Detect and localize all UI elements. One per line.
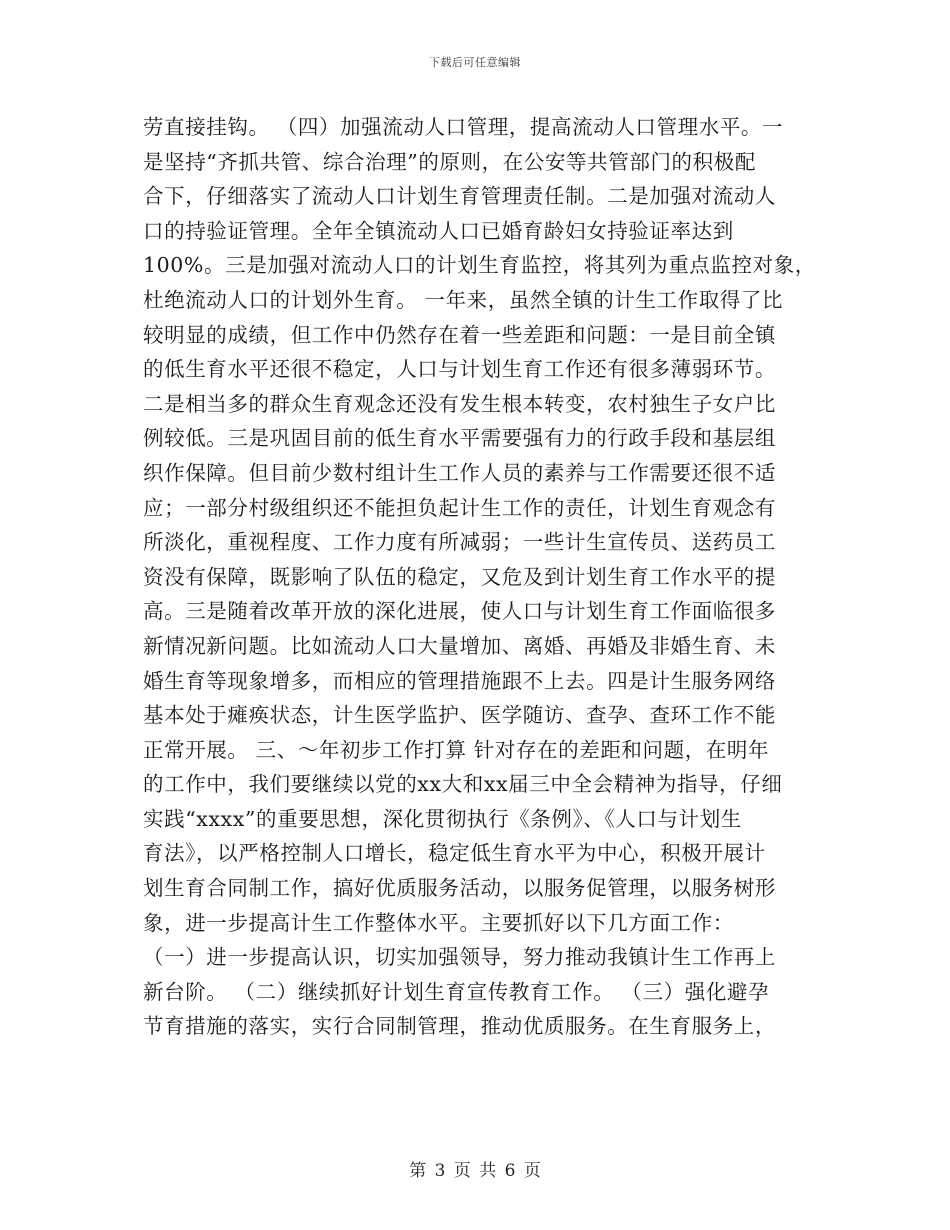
text-line: 应；一部分村级组织还不能担负起计生工作的责任，计划生育观念有 xyxy=(143,495,776,520)
text-line: 基本处于瘫痪状态，计生医学监护、医学随访、查孕、查环工作不能 xyxy=(143,703,776,728)
text-line: 所淡化，重视程度、工作力度有所减弱；一些计生宣传员、送药员工 xyxy=(143,530,776,555)
page-number-footer: 第 3 页 共 6 页 xyxy=(409,1161,541,1181)
text-line: 杜绝流动人口的计划外生育。 一年来，虽然全镇的计生工作取得了比 xyxy=(143,287,784,312)
text-line: 口的持验证管理。全年全镇流动人口已婚育龄妇女持验证率达到 xyxy=(143,218,734,243)
page-header: 下载后可任意编辑 xyxy=(429,56,521,69)
text-line: 高。三是随着改革开放的深化进展，使人口与计划生育工作面临很多 xyxy=(143,599,776,624)
text-line: 新台阶。 （二）继续抓好计划生育宣传教育工作。 （三）强化避孕 xyxy=(143,979,770,1004)
text-line: 节育措施的落实，实行合同制管理，推动优质服务。在生育服务上， xyxy=(143,1014,776,1039)
text-line: （一）进一步提高认识，切实加强领导，努力推动我镇计生工作再上 xyxy=(143,945,776,970)
text-line: 例较低。三是巩固目前的低生育水平需要强有力的行政手段和基层组 xyxy=(143,426,776,451)
text-line: 资没有保障，既影响了队伍的稳定，又危及到计划生育工作水平的提 xyxy=(143,564,776,589)
text-line: 二是相当多的群众生育观念还没有发生根本转变，农村独生子女户比 xyxy=(143,391,776,416)
text-line: 较明显的成绩，但工作中仍然存在着一些差距和问题：一是目前全镇 xyxy=(143,322,776,347)
text-line: 的低生育水平还很不稳定，人口与计划生育工作还有很多薄弱环节。 xyxy=(143,357,776,382)
text-line: 的工作中，我们要继续以党的xx大和xx届三中全会精神为指导，仔细 xyxy=(143,772,783,797)
text-line: 划生育合同制工作，搞好优质服务活动，以服务促管理，以服务树形 xyxy=(143,876,776,901)
text-line: 育法》，以严格控制人口增长，稳定低生育水平为中心，积极开展计 xyxy=(143,841,766,866)
text-line: 正常开展。 三、～年初步工作打算 针对存在的差距和问题，在明年 xyxy=(143,737,770,762)
text-line: 织作保障。但目前少数村组计生工作人员的素养与工作需要还很不适 xyxy=(143,460,776,485)
text-line: 婚生育等现象增多，而相应的管理措施跟不上去。四是计生服务网络 xyxy=(143,668,776,693)
text-line: 劳直接挂钩。 （四）加强流动人口管理，提高流动人口管理水平。一 xyxy=(143,115,784,139)
text-line: 实践“xxxx”的重要思想，深化贯彻执行《条例》、《人口与计划生 xyxy=(143,806,742,831)
text-line: 象，进一步提高计生工作整体水平。主要抓好以下几方面工作： xyxy=(143,910,734,935)
text-line: 新情况新问题。比如流动人口大量增加、离婚、再婚及非婚生育、未 xyxy=(143,633,776,658)
text-line: 是坚持“齐抓共管、综合治理”的原则，在公安等共管部门的积极配 xyxy=(143,149,756,174)
document-body xyxy=(143,110,815,1044)
text-line: 100%。三是加强对流动人口的计划生育监控，将其列为重点监控对象， xyxy=(143,253,816,278)
text-line: 合下，仔细落实了流动人口计划生育管理责任制。二是加强对流动人 xyxy=(143,184,776,209)
